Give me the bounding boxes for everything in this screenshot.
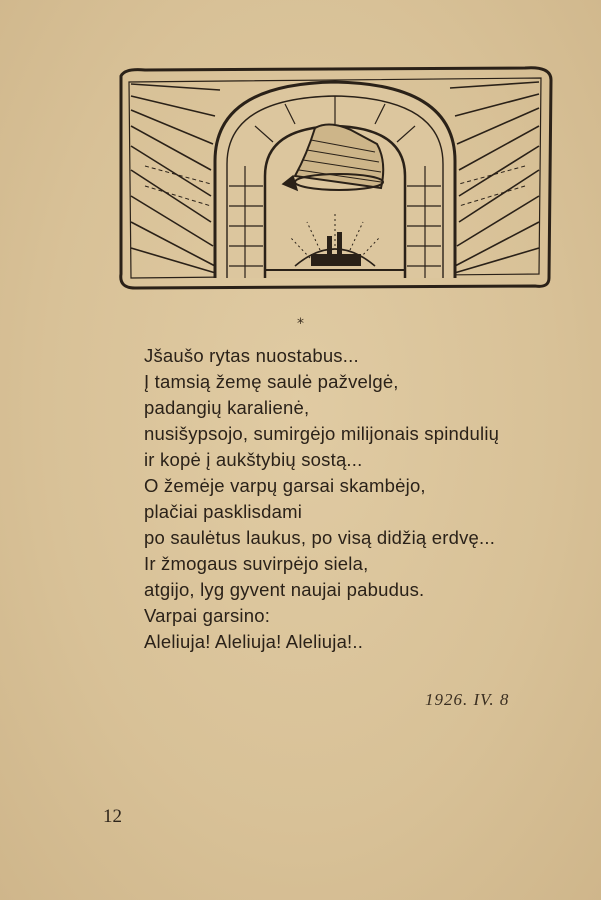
poem-line: nusišypsojo, sumirgėjo milijonais spindulių	[144, 423, 500, 444]
section-ornament: *	[297, 316, 304, 332]
poem-line: po saulėtus laukus, po visą didžią erdvę...	[144, 527, 496, 548]
poem-line: Ir žmogaus suvirpėjo siela,	[144, 553, 369, 574]
poem-line: padangių karalienė,	[144, 397, 310, 418]
poem-date: 1926. IV. 8	[425, 690, 510, 709]
poem-line: Varpai garsino:	[144, 605, 271, 626]
poem-line: atgijo, lyg gyvent naujai pabudus.	[144, 579, 425, 600]
bell-tower-vignette-icon	[115, 66, 555, 291]
poem-line: plačiai pasklisdami	[144, 501, 303, 522]
poem-line: ir kopė į aukštybių sostą...	[144, 449, 363, 470]
poem-line: Į tamsią žemę saulė pažvelgė,	[144, 371, 399, 392]
poem-line: Aleliuja! Aleliuja! Aleliuja!..	[144, 631, 364, 652]
page-number: 12	[103, 806, 122, 827]
poem-line: Jšaušo rytas nuostabus...	[144, 345, 359, 366]
poem-line: O žemėje varpų garsai skambėjo,	[144, 475, 426, 496]
poem-body	[144, 343, 564, 655]
